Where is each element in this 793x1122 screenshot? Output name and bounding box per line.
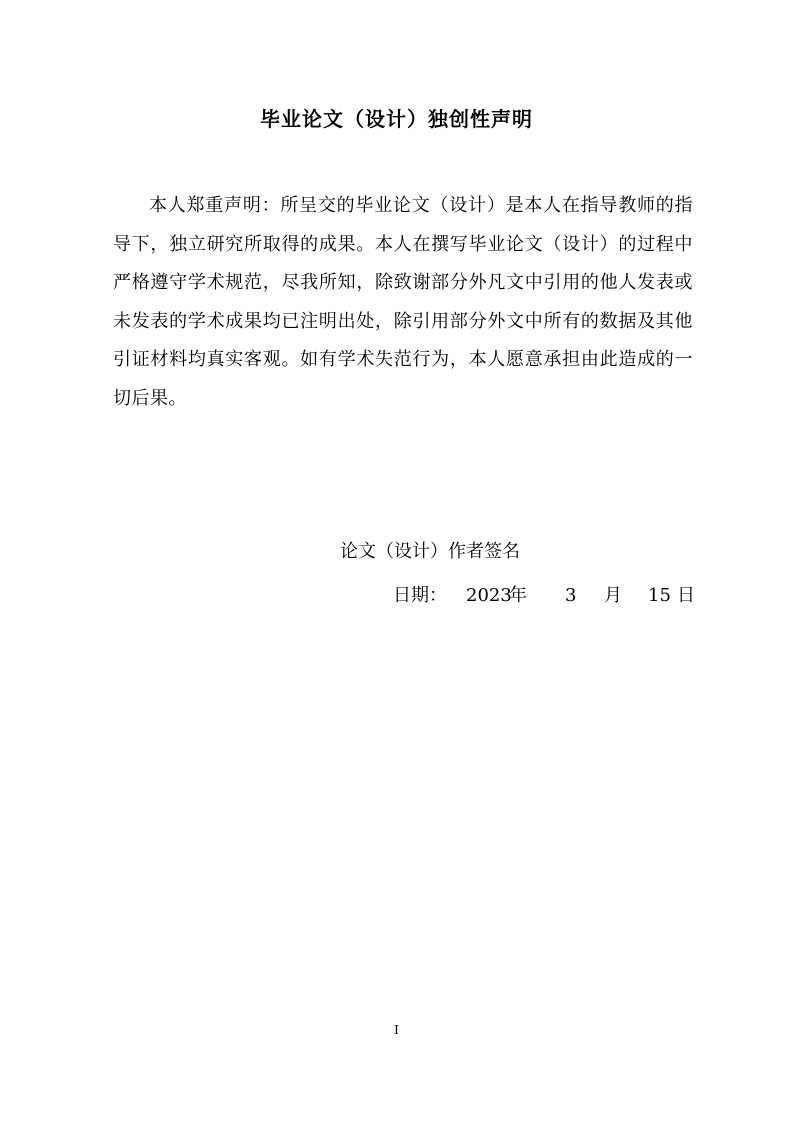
date-day-unit: 日 — [677, 585, 695, 606]
document-title: 毕业论文（设计）独创性声明 — [260, 107, 533, 131]
page-number: I — [394, 1023, 399, 1037]
date-month-unit: 月 — [604, 585, 622, 606]
date-year-unit: 年 — [509, 585, 527, 606]
date-year: 2023 — [466, 585, 512, 606]
date-month: 3 — [565, 585, 577, 606]
declaration-paragraph: 本人郑重声明：所呈交的毕业论文（设计）是本人在指导教师的指导下，独立研究所取得的成果。本人在撰写毕业论文（设计）的过程中严格遵守学术规范，尽我所知，除致谢部分外凡文中引用的他人发表或未发表的学术成果均已注明出处，除引用部分外文中所有的数据及其他引证材料均真实客观。如有学术失范行为，本人愿意承担由此造成的一切后果。 — [113, 195, 693, 409]
date-day: 15 — [648, 585, 671, 606]
date-label: 日期： — [393, 585, 447, 606]
signature-label: 论文（设计）作者签名 — [340, 541, 520, 562]
